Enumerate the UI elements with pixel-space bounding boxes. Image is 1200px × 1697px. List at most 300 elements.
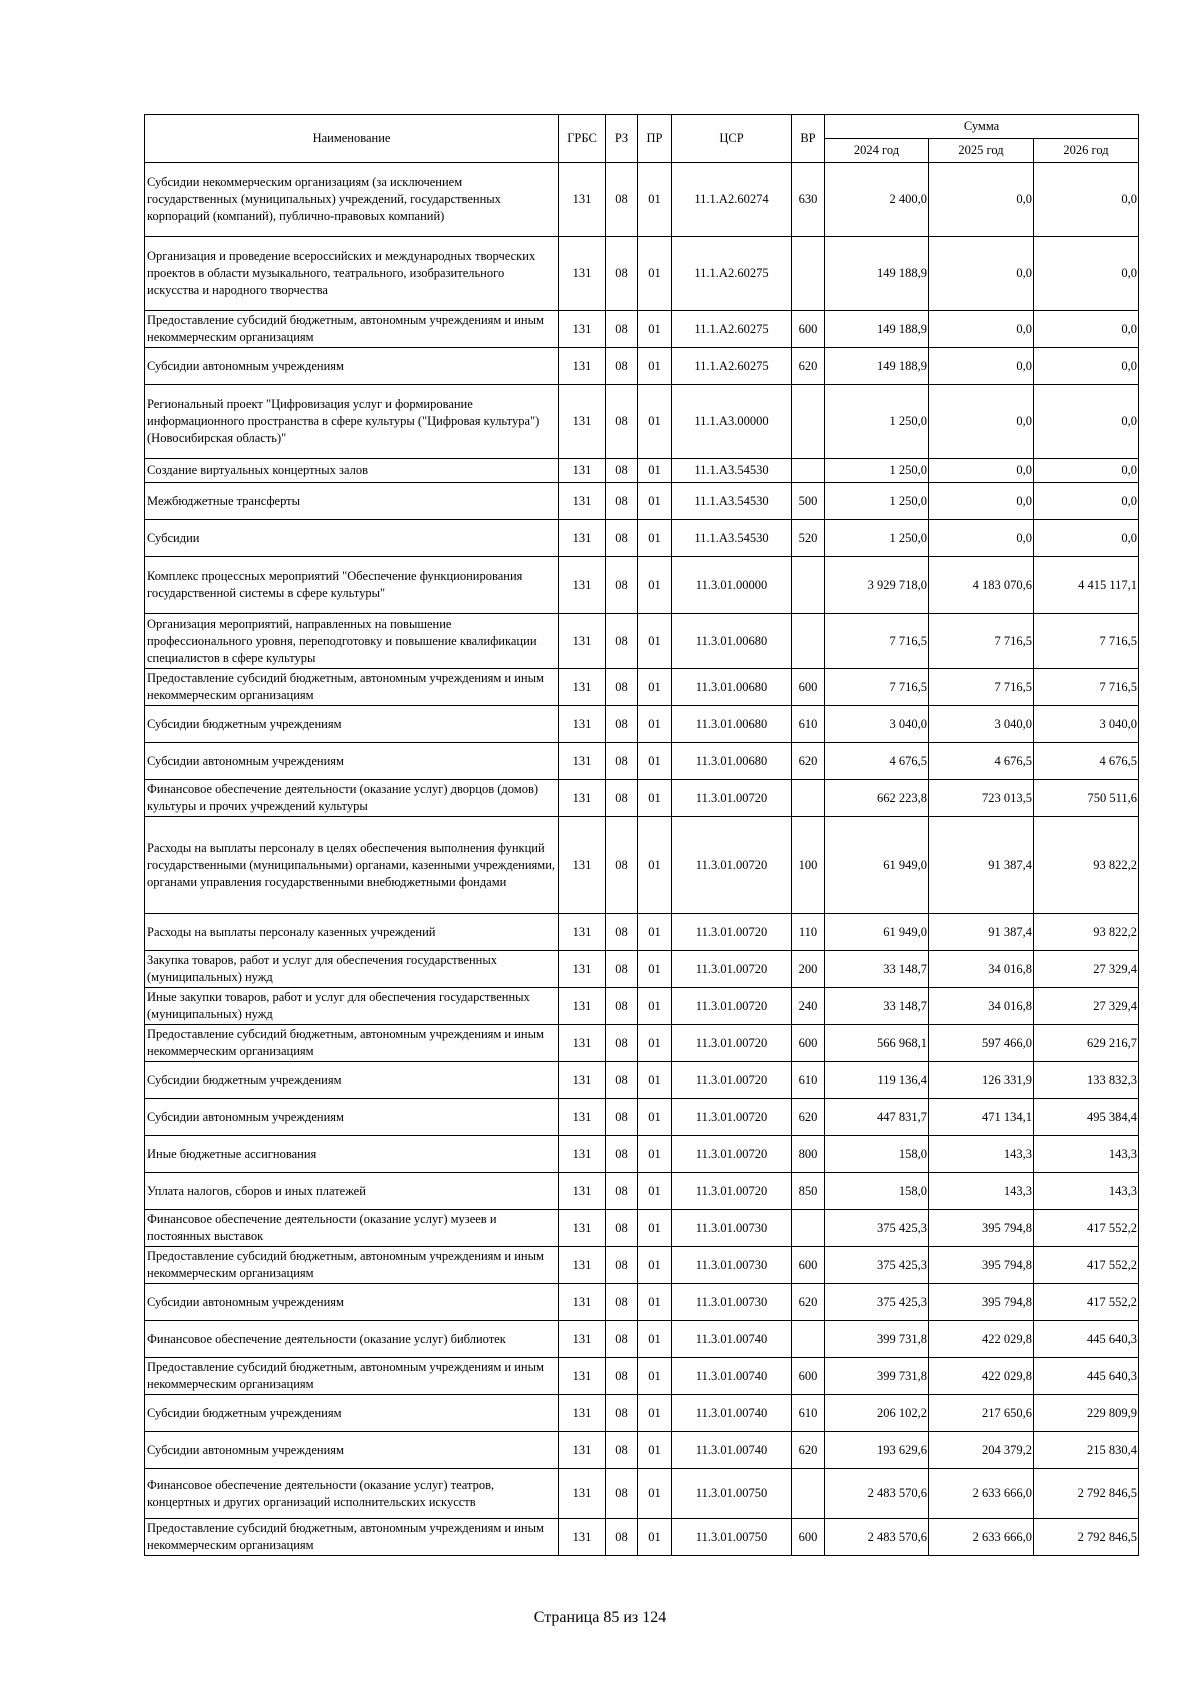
header-sum: Сумма xyxy=(825,115,1139,139)
row-csr: 11.3.01.00750 xyxy=(672,1469,792,1519)
row-pr: 01 xyxy=(638,385,672,459)
row-name: Создание виртуальных концертных залов xyxy=(145,459,559,483)
header-pr: ПР xyxy=(638,115,672,163)
page-number: Страница 85 из 124 xyxy=(533,1609,667,1626)
row-pr: 01 xyxy=(638,1519,672,1556)
row-name: Субсидии бюджетным учреждениям xyxy=(145,706,559,743)
row-sum-2024: 3 929 718,0 xyxy=(825,557,929,614)
row-vr: 600 xyxy=(792,669,825,706)
row-name: Предоставление субсидий бюджетным, автономным учреждениям и иным некоммерческим организациям xyxy=(145,1358,559,1395)
row-sum-2026: 417 552,2 xyxy=(1034,1247,1139,1284)
table-row xyxy=(145,1432,1139,1469)
row-sum-2026: 93 822,2 xyxy=(1034,817,1139,914)
row-grbs: 131 xyxy=(559,1321,606,1358)
row-sum-2024: 1 250,0 xyxy=(825,385,929,459)
row-pr: 01 xyxy=(638,348,672,385)
row-csr: 11.3.01.00720 xyxy=(672,1025,792,1062)
row-sum-2024: 149 188,9 xyxy=(825,237,929,311)
row-rz: 08 xyxy=(606,385,638,459)
row-sum-2024: 193 629,6 xyxy=(825,1432,929,1469)
row-sum-2024: 149 188,9 xyxy=(825,311,929,348)
row-pr: 01 xyxy=(638,1358,672,1395)
row-sum-2026: 27 329,4 xyxy=(1034,988,1139,1025)
row-csr: 11.3.01.00720 xyxy=(672,817,792,914)
row-name: Субсидии бюджетным учреждениям xyxy=(145,1062,559,1099)
row-name: Субсидии автономным учреждениям xyxy=(145,1099,559,1136)
row-grbs: 131 xyxy=(559,743,606,780)
table-row xyxy=(145,1210,1139,1247)
table-body xyxy=(145,163,1139,1556)
row-sum-2025: 34 016,8 xyxy=(929,988,1034,1025)
row-csr: 11.3.01.00720 xyxy=(672,1099,792,1136)
row-csr: 11.1.A2.60275 xyxy=(672,348,792,385)
header-csr: ЦСР xyxy=(672,115,792,163)
row-csr: 11.3.01.00720 xyxy=(672,1062,792,1099)
row-sum-2025: 143,3 xyxy=(929,1173,1034,1210)
row-grbs: 131 xyxy=(559,520,606,557)
row-vr: 240 xyxy=(792,988,825,1025)
table-row xyxy=(145,1358,1139,1395)
header-year-2026: 2026 год xyxy=(1034,139,1139,163)
row-sum-2026: 0,0 xyxy=(1034,483,1139,520)
row-sum-2026: 0,0 xyxy=(1034,520,1139,557)
row-sum-2024: 33 148,7 xyxy=(825,988,929,1025)
row-sum-2025: 4 676,5 xyxy=(929,743,1034,780)
table-row xyxy=(145,988,1139,1025)
table-row xyxy=(145,1173,1139,1210)
row-sum-2024: 1 250,0 xyxy=(825,520,929,557)
row-name: Иные закупки товаров, работ и услуг для обеспечения государственных (муниципальных) нужд xyxy=(145,988,559,1025)
row-rz: 08 xyxy=(606,1173,638,1210)
row-rz: 08 xyxy=(606,1358,638,1395)
row-csr: 11.3.01.00720 xyxy=(672,1136,792,1173)
row-sum-2024: 662 223,8 xyxy=(825,780,929,817)
row-name: Субсидии xyxy=(145,520,559,557)
row-vr: 610 xyxy=(792,1062,825,1099)
row-sum-2026: 0,0 xyxy=(1034,237,1139,311)
row-name: Предоставление субсидий бюджетным, автономным учреждениям и иным некоммерческим организациям xyxy=(145,1247,559,1284)
row-name: Расходы на выплаты персоналу казенных учреждений xyxy=(145,914,559,951)
row-grbs: 131 xyxy=(559,348,606,385)
row-sum-2026: 0,0 xyxy=(1034,385,1139,459)
row-pr: 01 xyxy=(638,780,672,817)
budget-table xyxy=(144,114,1139,1556)
table-row xyxy=(145,1099,1139,1136)
table-row xyxy=(145,951,1139,988)
row-vr xyxy=(792,614,825,669)
row-sum-2026: 143,3 xyxy=(1034,1173,1139,1210)
row-rz: 08 xyxy=(606,1247,638,1284)
row-sum-2026: 495 384,4 xyxy=(1034,1099,1139,1136)
row-name: Финансовое обеспечение деятельности (оказание услуг) дворцов (домов) культуры и прочих учреждений культуры xyxy=(145,780,559,817)
row-sum-2026: 0,0 xyxy=(1034,311,1139,348)
row-name: Межбюджетные трансферты xyxy=(145,483,559,520)
row-sum-2026: 93 822,2 xyxy=(1034,914,1139,951)
row-grbs: 131 xyxy=(559,557,606,614)
row-grbs: 131 xyxy=(559,1395,606,1432)
row-pr: 01 xyxy=(638,1210,672,1247)
row-vr: 600 xyxy=(792,1247,825,1284)
row-grbs: 131 xyxy=(559,163,606,237)
table-row xyxy=(145,237,1139,311)
row-name: Финансовое обеспечение деятельности (оказание услуг) театров, концертных и других организаций исполнительских искусств xyxy=(145,1469,559,1519)
row-vr: 100 xyxy=(792,817,825,914)
row-vr: 620 xyxy=(792,348,825,385)
row-grbs: 131 xyxy=(559,1099,606,1136)
row-sum-2025: 422 029,8 xyxy=(929,1321,1034,1358)
table-row xyxy=(145,557,1139,614)
table-row xyxy=(145,459,1139,483)
row-sum-2025: 3 040,0 xyxy=(929,706,1034,743)
row-vr: 200 xyxy=(792,951,825,988)
row-sum-2024: 566 968,1 xyxy=(825,1025,929,1062)
row-rz: 08 xyxy=(606,706,638,743)
row-sum-2024: 7 716,5 xyxy=(825,669,929,706)
row-pr: 01 xyxy=(638,669,672,706)
row-sum-2025: 723 013,5 xyxy=(929,780,1034,817)
row-sum-2024: 149 188,9 xyxy=(825,348,929,385)
table-row xyxy=(145,1395,1139,1432)
row-vr: 610 xyxy=(792,1395,825,1432)
row-pr: 01 xyxy=(638,1136,672,1173)
row-csr: 11.3.01.00750 xyxy=(672,1519,792,1556)
header-vr: ВР xyxy=(792,115,825,163)
table-row xyxy=(145,163,1139,237)
row-rz: 08 xyxy=(606,817,638,914)
row-vr: 850 xyxy=(792,1173,825,1210)
row-vr: 600 xyxy=(792,1025,825,1062)
row-csr: 11.3.01.00720 xyxy=(672,1173,792,1210)
header-year-2024: 2024 год xyxy=(825,139,929,163)
row-vr xyxy=(792,459,825,483)
row-sum-2024: 1 250,0 xyxy=(825,483,929,520)
row-grbs: 131 xyxy=(559,951,606,988)
row-sum-2026: 0,0 xyxy=(1034,459,1139,483)
row-vr: 620 xyxy=(792,1284,825,1321)
row-vr: 600 xyxy=(792,1358,825,1395)
row-vr xyxy=(792,385,825,459)
row-name: Субсидии бюджетным учреждениям xyxy=(145,1395,559,1432)
row-csr: 11.3.01.00720 xyxy=(672,780,792,817)
row-sum-2025: 4 183 070,6 xyxy=(929,557,1034,614)
row-rz: 08 xyxy=(606,311,638,348)
row-sum-2025: 395 794,8 xyxy=(929,1247,1034,1284)
row-name: Уплата налогов, сборов и иных платежей xyxy=(145,1173,559,1210)
row-grbs: 131 xyxy=(559,1025,606,1062)
table-header xyxy=(145,115,1139,163)
row-rz: 08 xyxy=(606,163,638,237)
row-sum-2024: 399 731,8 xyxy=(825,1358,929,1395)
row-vr xyxy=(792,557,825,614)
row-name: Субсидии автономным учреждениям xyxy=(145,1284,559,1321)
row-pr: 01 xyxy=(638,1025,672,1062)
row-grbs: 131 xyxy=(559,669,606,706)
row-pr: 01 xyxy=(638,1247,672,1284)
row-grbs: 131 xyxy=(559,1210,606,1247)
header-year-2025: 2025 год xyxy=(929,139,1034,163)
row-name: Субсидии автономным учреждениям xyxy=(145,743,559,780)
row-pr: 01 xyxy=(638,1432,672,1469)
row-sum-2025: 7 716,5 xyxy=(929,614,1034,669)
table-row xyxy=(145,614,1139,669)
table-row xyxy=(145,483,1139,520)
row-pr: 01 xyxy=(638,1284,672,1321)
row-sum-2024: 2 400,0 xyxy=(825,163,929,237)
table-row xyxy=(145,348,1139,385)
row-sum-2025: 34 016,8 xyxy=(929,951,1034,988)
row-name: Предоставление субсидий бюджетным, автономным учреждениям и иным некоммерческим организациям xyxy=(145,1025,559,1062)
row-sum-2024: 375 425,3 xyxy=(825,1210,929,1247)
row-grbs: 131 xyxy=(559,483,606,520)
table-row xyxy=(145,520,1139,557)
row-sum-2024: 447 831,7 xyxy=(825,1099,929,1136)
table-row xyxy=(145,311,1139,348)
row-grbs: 131 xyxy=(559,311,606,348)
row-pr: 01 xyxy=(638,311,672,348)
row-sum-2025: 471 134,1 xyxy=(929,1099,1034,1136)
table-row xyxy=(145,706,1139,743)
row-rz: 08 xyxy=(606,914,638,951)
row-sum-2026: 7 716,5 xyxy=(1034,669,1139,706)
row-pr: 01 xyxy=(638,988,672,1025)
row-sum-2025: 204 379,2 xyxy=(929,1432,1034,1469)
row-sum-2026: 0,0 xyxy=(1034,348,1139,385)
row-sum-2024: 158,0 xyxy=(825,1173,929,1210)
row-rz: 08 xyxy=(606,348,638,385)
row-sum-2024: 4 676,5 xyxy=(825,743,929,780)
row-pr: 01 xyxy=(638,483,672,520)
row-csr: 11.3.01.00740 xyxy=(672,1358,792,1395)
row-grbs: 131 xyxy=(559,914,606,951)
row-rz: 08 xyxy=(606,669,638,706)
row-sum-2025: 0,0 xyxy=(929,459,1034,483)
row-pr: 01 xyxy=(638,1173,672,1210)
row-name: Иные бюджетные ассигнования xyxy=(145,1136,559,1173)
row-sum-2026: 0,0 xyxy=(1034,163,1139,237)
row-rz: 08 xyxy=(606,1210,638,1247)
header-rz: РЗ xyxy=(606,115,638,163)
row-csr: 11.3.01.00740 xyxy=(672,1321,792,1358)
row-name: Региональный проект "Цифровизация услуг и формирование информационного пространства в сфере культуры ("Цифровая культура") (Новосибирская область)" xyxy=(145,385,559,459)
table-row xyxy=(145,385,1139,459)
row-grbs: 131 xyxy=(559,614,606,669)
row-sum-2025: 422 029,8 xyxy=(929,1358,1034,1395)
row-csr: 11.3.01.00680 xyxy=(672,669,792,706)
row-rz: 08 xyxy=(606,614,638,669)
row-sum-2025: 395 794,8 xyxy=(929,1284,1034,1321)
row-grbs: 131 xyxy=(559,706,606,743)
row-name: Организация и проведение всероссийских и международных творческих проектов в области музыкального, театрального, изобразительного искусства и народного творчества xyxy=(145,237,559,311)
row-rz: 08 xyxy=(606,1062,638,1099)
row-name: Предоставление субсидий бюджетным, автономным учреждениям и иным некоммерческим организациям xyxy=(145,1519,559,1556)
table-row xyxy=(145,1469,1139,1519)
row-sum-2025: 91 387,4 xyxy=(929,914,1034,951)
table-row xyxy=(145,743,1139,780)
row-sum-2024: 158,0 xyxy=(825,1136,929,1173)
row-csr: 11.1.A3.54530 xyxy=(672,483,792,520)
table-row xyxy=(145,1284,1139,1321)
row-sum-2025: 0,0 xyxy=(929,237,1034,311)
row-csr: 11.3.01.00740 xyxy=(672,1395,792,1432)
row-sum-2025: 0,0 xyxy=(929,311,1034,348)
row-sum-2025: 7 716,5 xyxy=(929,669,1034,706)
row-rz: 08 xyxy=(606,743,638,780)
row-pr: 01 xyxy=(638,951,672,988)
table-row xyxy=(145,669,1139,706)
row-sum-2024: 206 102,2 xyxy=(825,1395,929,1432)
row-vr: 600 xyxy=(792,311,825,348)
row-sum-2025: 0,0 xyxy=(929,348,1034,385)
header-grbs: ГРБС xyxy=(559,115,606,163)
row-sum-2026: 7 716,5 xyxy=(1034,614,1139,669)
row-rz: 08 xyxy=(606,483,638,520)
row-rz: 08 xyxy=(606,1395,638,1432)
row-name: Субсидии автономным учреждениям xyxy=(145,348,559,385)
row-sum-2026: 2 792 846,5 xyxy=(1034,1469,1139,1519)
row-pr: 01 xyxy=(638,614,672,669)
row-sum-2025: 217 650,6 xyxy=(929,1395,1034,1432)
row-pr: 01 xyxy=(638,520,672,557)
row-grbs: 131 xyxy=(559,459,606,483)
row-csr: 11.1.A3.54530 xyxy=(672,459,792,483)
row-name: Расходы на выплаты персоналу в целях обеспечения выполнения функций государственными (муниципальными) органами, казенными учреждениями, органами управления государственными внебюджетными фондами xyxy=(145,817,559,914)
row-pr: 01 xyxy=(638,743,672,780)
row-sum-2025: 597 466,0 xyxy=(929,1025,1034,1062)
row-sum-2026: 417 552,2 xyxy=(1034,1210,1139,1247)
row-sum-2026: 133 832,3 xyxy=(1034,1062,1139,1099)
row-rz: 08 xyxy=(606,780,638,817)
row-sum-2025: 0,0 xyxy=(929,385,1034,459)
row-grbs: 131 xyxy=(559,1469,606,1519)
row-rz: 08 xyxy=(606,520,638,557)
row-csr: 11.1.A2.60275 xyxy=(672,237,792,311)
table-row xyxy=(145,817,1139,914)
row-csr: 11.1.A2.60274 xyxy=(672,163,792,237)
row-pr: 01 xyxy=(638,1469,672,1519)
row-sum-2024: 119 136,4 xyxy=(825,1062,929,1099)
row-rz: 08 xyxy=(606,1136,638,1173)
row-vr: 620 xyxy=(792,1099,825,1136)
row-csr: 11.3.01.00730 xyxy=(672,1247,792,1284)
row-name: Предоставление субсидий бюджетным, автономным учреждениям и иным некоммерческим организациям xyxy=(145,669,559,706)
row-csr: 11.3.01.00720 xyxy=(672,951,792,988)
row-sum-2025: 2 633 666,0 xyxy=(929,1519,1034,1556)
row-name: Комплекс процессных мероприятий "Обеспечение функционирования государственной системы в сфере культуры" xyxy=(145,557,559,614)
row-csr: 11.3.01.00720 xyxy=(672,914,792,951)
table-row xyxy=(145,1247,1139,1284)
row-sum-2024: 375 425,3 xyxy=(825,1247,929,1284)
row-vr: 630 xyxy=(792,163,825,237)
row-csr: 11.3.01.00730 xyxy=(672,1210,792,1247)
row-sum-2026: 27 329,4 xyxy=(1034,951,1139,988)
row-vr: 500 xyxy=(792,483,825,520)
row-grbs: 131 xyxy=(559,237,606,311)
row-rz: 08 xyxy=(606,1284,638,1321)
table-row xyxy=(145,1321,1139,1358)
row-vr: 610 xyxy=(792,706,825,743)
row-pr: 01 xyxy=(638,557,672,614)
row-sum-2026: 143,3 xyxy=(1034,1136,1139,1173)
row-csr: 11.1.A3.54530 xyxy=(672,520,792,557)
header-name: Наименование xyxy=(145,115,559,163)
row-csr: 11.3.01.00680 xyxy=(672,706,792,743)
row-sum-2026: 445 640,3 xyxy=(1034,1321,1139,1358)
row-sum-2025: 395 794,8 xyxy=(929,1210,1034,1247)
table-row xyxy=(145,914,1139,951)
row-sum-2025: 0,0 xyxy=(929,520,1034,557)
row-csr: 11.3.01.00000 xyxy=(672,557,792,614)
row-vr: 600 xyxy=(792,1519,825,1556)
row-sum-2024: 7 716,5 xyxy=(825,614,929,669)
row-sum-2026: 4 676,5 xyxy=(1034,743,1139,780)
row-sum-2024: 2 483 570,6 xyxy=(825,1519,929,1556)
row-sum-2024: 2 483 570,6 xyxy=(825,1469,929,1519)
row-csr: 11.3.01.00680 xyxy=(672,614,792,669)
row-sum-2026: 750 511,6 xyxy=(1034,780,1139,817)
row-sum-2024: 33 148,7 xyxy=(825,951,929,988)
row-sum-2026: 229 809,9 xyxy=(1034,1395,1139,1432)
row-sum-2024: 61 949,0 xyxy=(825,817,929,914)
row-grbs: 131 xyxy=(559,988,606,1025)
row-name: Предоставление субсидий бюджетным, автономным учреждениям и иным некоммерческим организациям xyxy=(145,311,559,348)
row-sum-2025: 0,0 xyxy=(929,163,1034,237)
row-sum-2026: 629 216,7 xyxy=(1034,1025,1139,1062)
row-rz: 08 xyxy=(606,237,638,311)
row-rz: 08 xyxy=(606,459,638,483)
row-csr: 11.3.01.00730 xyxy=(672,1284,792,1321)
row-rz: 08 xyxy=(606,1099,638,1136)
row-pr: 01 xyxy=(638,706,672,743)
row-grbs: 131 xyxy=(559,385,606,459)
row-vr xyxy=(792,237,825,311)
row-sum-2026: 417 552,2 xyxy=(1034,1284,1139,1321)
row-grbs: 131 xyxy=(559,780,606,817)
row-name: Субсидии автономным учреждениям xyxy=(145,1432,559,1469)
row-csr: 11.1.A2.60275 xyxy=(672,311,792,348)
row-sum-2024: 61 949,0 xyxy=(825,914,929,951)
row-grbs: 131 xyxy=(559,1432,606,1469)
table-row xyxy=(145,780,1139,817)
row-sum-2025: 91 387,4 xyxy=(929,817,1034,914)
row-sum-2024: 399 731,8 xyxy=(825,1321,929,1358)
row-grbs: 131 xyxy=(559,1247,606,1284)
row-sum-2025: 143,3 xyxy=(929,1136,1034,1173)
table-row xyxy=(145,1062,1139,1099)
row-rz: 08 xyxy=(606,988,638,1025)
row-pr: 01 xyxy=(638,1321,672,1358)
row-sum-2026: 3 040,0 xyxy=(1034,706,1139,743)
row-rz: 08 xyxy=(606,1025,638,1062)
row-rz: 08 xyxy=(606,1432,638,1469)
row-vr: 520 xyxy=(792,520,825,557)
row-sum-2025: 0,0 xyxy=(929,483,1034,520)
row-sum-2025: 126 331,9 xyxy=(929,1062,1034,1099)
row-sum-2026: 445 640,3 xyxy=(1034,1358,1139,1395)
row-vr: 620 xyxy=(792,743,825,780)
row-csr: 11.1.A3.00000 xyxy=(672,385,792,459)
row-pr: 01 xyxy=(638,163,672,237)
row-vr xyxy=(792,1210,825,1247)
row-csr: 11.3.01.00740 xyxy=(672,1432,792,1469)
row-name: Субсидии некоммерческим организациям (за исключением государственных (муниципальных) учреждений, государственных корпораций (компаний), публично-правовых компаний) xyxy=(145,163,559,237)
row-csr: 11.3.01.00720 xyxy=(672,988,792,1025)
row-vr: 800 xyxy=(792,1136,825,1173)
row-sum-2024: 3 040,0 xyxy=(825,706,929,743)
row-rz: 08 xyxy=(606,1321,638,1358)
row-grbs: 131 xyxy=(559,817,606,914)
row-rz: 08 xyxy=(606,1519,638,1556)
row-pr: 01 xyxy=(638,1062,672,1099)
